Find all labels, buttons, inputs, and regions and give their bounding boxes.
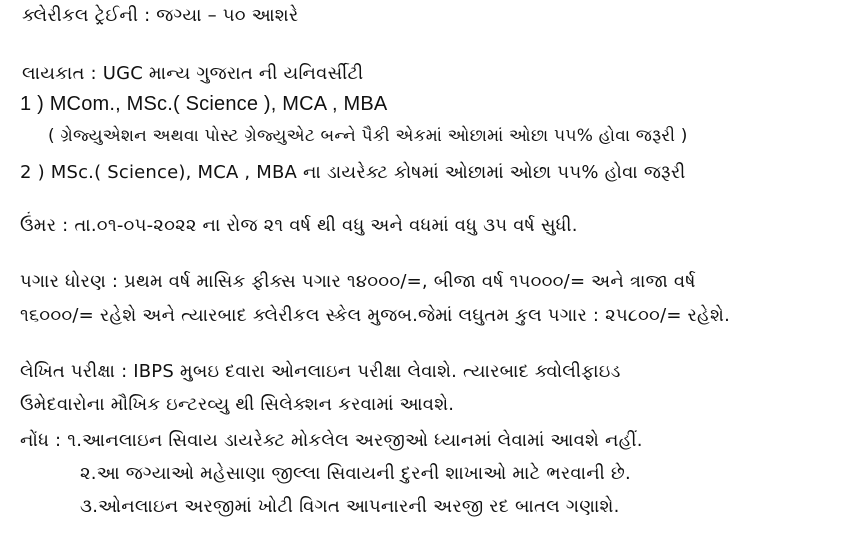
note-item-1: નોંધ : ૧.આનલાઇન સિવાય ડાયરેક્ટ મોકલેલ અરજીઓ ધ્યાનમાં લેવામાં આવશે નહીં. (20, 430, 643, 451)
note-item-3: ૩.ઓનલાઇન અરજીમાં ખોટી વિગત આપનારની અરજી રદ બાતલ ગણાશે. (80, 496, 620, 517)
pay-scale-line-1: પગાર ધોરણ : પ્રથમ વર્ષ માસિક ફીક્સ પગાર ૧૪૦૦૦/=, બીજા વર્ષ ૧૫૦૦૦/= અને ત્રાજા વર્ષ (20, 271, 696, 292)
qualification-heading: લાયકાત : UGC માન્ય ગુજરાત ની યનિવર્સીટી (22, 63, 364, 84)
qualification-option-1: 1 ) MCom., MSc.( Science ), MCA , MBA (20, 93, 388, 115)
qualification-option-2: 2 ) MSc.( Science), MCA , MBA ના ડાયરેક્ટ કોષમાં ઓછામાં ઓછા ૫૫% હોવા જરૂરી (20, 162, 686, 183)
qualification-option-1-note: ( ગ્રેજ્યુએશન અથવા પોસ્ટ ગ્રેજ્યુએટ બન્ને પૈકી એકમાં ઓછામાં ઓછા ૫૫% હોવા જરૂરી ) (48, 126, 688, 146)
age-limit-line: ઉંમર : તા.૦૧-૦૫-૨૦૨૨ ના રોજ ૨૧ વર્ષ થી વધુ અને વધમાં વધુ ૩૫ વર્ષ સુધી. (20, 215, 578, 236)
post-title-line: ક્લેરીકલ ટ્રેઈની : જગ્યા – ૫૦ આશરે (22, 5, 299, 26)
written-exam-line-1: લેખિત પરીક્ષા : IBPS મુબઇ દવારા ઓનલાઇન પરીક્ષા લેવાશે. ત્યારબાદ ક્વોલીફાઇડ (20, 361, 621, 382)
pay-scale-line-2: ૧૬૦૦૦/= રહેશે અને ત્યારબાદ ક્લેરીકલ સ્કેલ મુજબ.જેમાં લઘુતમ કુલ પગાર : ૨૫૮૦૦/= રહેશે. (20, 305, 731, 326)
written-exam-line-2: ઉમેદવારોના મૌખિક ઇન્ટરવ્યુ થી સિલેક્શન કરવામાં આવશે. (20, 394, 455, 415)
note-item-2: ૨.આ જગ્યાઓ મહેસાણા જીલ્લા સિવાયની દુરની શાખાઓ માટે ભરવાની છે. (80, 463, 631, 484)
